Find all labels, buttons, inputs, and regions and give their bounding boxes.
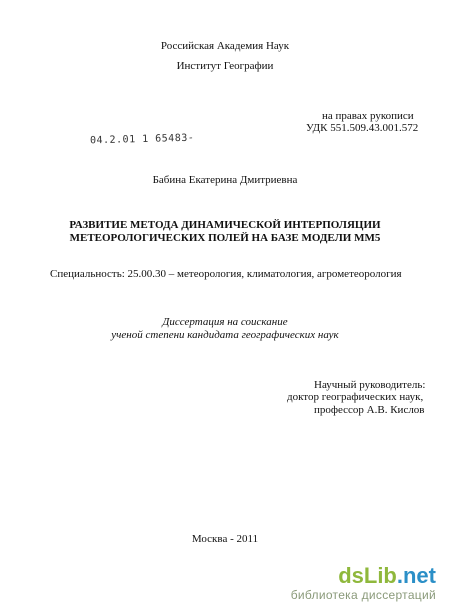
institute-name: Институт Географии bbox=[176, 60, 274, 72]
watermark-logo bbox=[291, 564, 436, 588]
supervisor-name: профессор А.В. Кислов bbox=[314, 404, 425, 416]
city-year: Москва - 2011 bbox=[191, 533, 259, 545]
dissertation-line-1: Диссертация на соискание bbox=[162, 316, 288, 328]
watermark-logo-main: dsLib bbox=[338, 563, 397, 588]
author-name: Бабина Екатерина Дмитриевна bbox=[152, 174, 298, 186]
dslib-watermark[interactable] bbox=[291, 564, 436, 602]
udc-code: УДК 551.509.43.001.572 bbox=[306, 122, 419, 134]
watermark-subtitle: библиотека диссертаций bbox=[290, 588, 436, 602]
dissertation-line-2: ученой степени кандидата географических наук bbox=[111, 329, 339, 341]
supervisor-label: Научный руководитель: bbox=[314, 379, 426, 391]
supervisor-degree: доктор географических наук, bbox=[287, 391, 424, 403]
title-line-2: МЕТЕОРОЛОГИЧЕСКИХ ПОЛЕЙ НА БАЗЕ МОДЕЛИ ММ5 bbox=[69, 232, 381, 244]
title-line-1: РАЗВИТИЕ МЕТОДА ДИНАМИЧЕСКОЙ ИНТЕРПОЛЯЦИИ bbox=[69, 219, 381, 231]
watermark-logo-accent: .net bbox=[396, 563, 436, 588]
manuscript-rights: на правах рукописи bbox=[322, 110, 414, 122]
archive-stamp: 04.2.01 1 65483- bbox=[89, 132, 195, 147]
academy-name: Российская Академия Наук bbox=[160, 40, 290, 52]
specialty-line: Специальность: 25.00.30 – метеорология, климатология, агрометеорология bbox=[50, 268, 402, 280]
